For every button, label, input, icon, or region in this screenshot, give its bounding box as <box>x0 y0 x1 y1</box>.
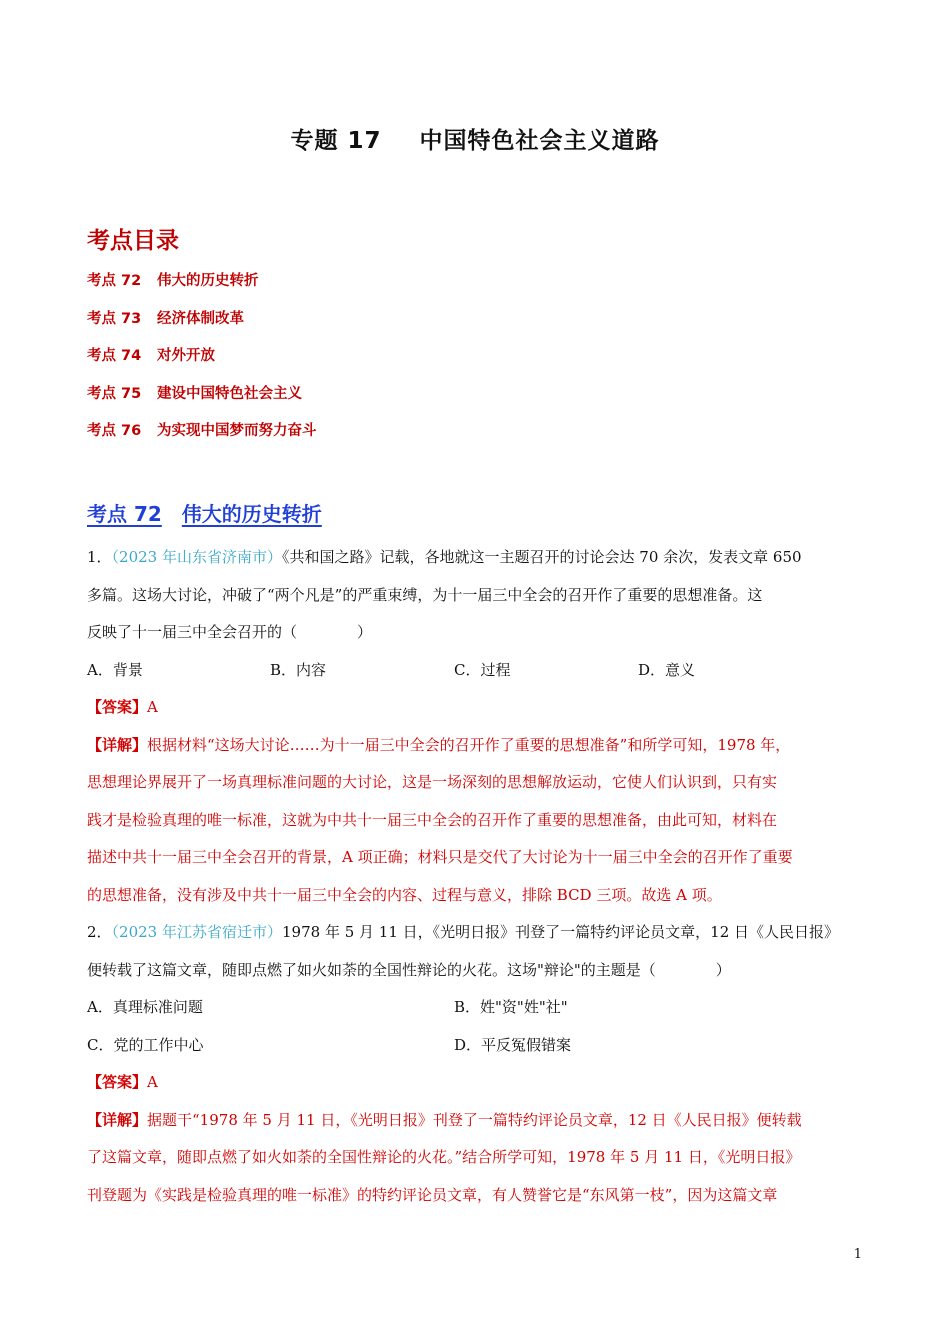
table-of-contents <box>87 268 317 456</box>
title-text: 中国特色社会主义道路 <box>419 128 660 154</box>
option-c[interactable]: C．党的工作中心 <box>87 1035 204 1054</box>
question-2-options <box>87 989 864 1027</box>
page-title <box>0 122 950 155</box>
detail-line: 的思想准备，没有涉及中共十一届三中全会的内容、过程与意义，排除 BCD 三项。故选 A 项。 <box>87 885 722 904</box>
detail-line: 思想理论界展开了一场真理标准问题的大讨论，这是一场深刻的思想解放运动，它使人们认识到，只有实 <box>87 773 778 791</box>
toc-item-label: 建设中国特色社会主义 <box>157 385 302 402</box>
toc-item-72[interactable] <box>87 268 317 306</box>
detail-text: 根据材料“这场大讨论……为十一届三中全会的召开作了重要的思想准备”和所学可知，1978 年， <box>147 735 791 754</box>
option-a[interactable]: A．背景 <box>87 660 143 679</box>
answer-line <box>87 689 864 727</box>
detail-text: 据题干“1978 年 5 月 11 日，《光明日报》刊登了一篇特约评论员文章，12 日《人民日报》便转载 <box>147 1110 802 1129</box>
question-source: （2023 年江苏省宿迁市） <box>111 923 282 941</box>
section-number: 考点 72 <box>87 502 162 526</box>
question-1-line: 反映了十一届三中全会召开的（ ） <box>87 623 373 641</box>
option-c[interactable]: C．过程 <box>454 660 511 679</box>
detail-line <box>87 727 864 765</box>
detail-tag: 【详解】 <box>87 1110 148 1129</box>
toc-item-label: 伟大的历史转折 <box>157 273 259 289</box>
question-number: 2． <box>87 923 112 941</box>
question-1 <box>87 539 864 1214</box>
question-text: 《共和国之路》记载，各地就这一主题召开的讨论会达 70 余次，发表文章 650 <box>282 548 802 566</box>
detail-line <box>87 1102 864 1140</box>
detail-line: 了这篇文章，随即点燃了如火如荼的全国性辩论的火花。”结合所学可知，1978 年 5 月 11 日，《光明日报》 <box>87 1148 801 1166</box>
title-number: 专题 17 <box>290 128 382 154</box>
detail-tag: 【详解】 <box>87 735 148 754</box>
toc-item-label: 对外开放 <box>157 348 215 364</box>
toc-item-number: 考点 73 <box>87 310 142 327</box>
toc-item-number: 考点 75 <box>87 385 142 402</box>
toc-item-75[interactable] <box>87 381 317 419</box>
question-2-line: 便转载了这篇文章，随即点燃了如火如荼的全国性辩论的火花。这场"辩论"的主题是（ ） <box>87 960 731 979</box>
option-a[interactable]: A．真理标准问题 <box>87 998 203 1016</box>
section-heading <box>87 498 322 527</box>
question-2-options <box>87 1027 864 1065</box>
option-d[interactable]: D．意义 <box>638 660 696 679</box>
toc-item-73[interactable] <box>87 306 317 344</box>
section-label: 伟大的历史转折 <box>181 502 322 526</box>
toc-heading: 考点目录 <box>87 228 179 254</box>
question-number: 1． <box>87 548 112 566</box>
answer-tag: 【答案】 <box>87 1073 148 1091</box>
toc-item-label: 为实现中国梦而努力奋斗 <box>157 423 317 439</box>
question-1-line <box>87 539 864 577</box>
detail-line: 践才是检验真理的唯一标准，这就为中共十一届三中全会的召开作了重要的思想准备，由此可知，材料在 <box>87 810 778 829</box>
question-1-options <box>87 652 864 690</box>
option-b[interactable]: B．姓"资"姓"社" <box>454 998 568 1016</box>
question-source: （2023 年山东省济南市） <box>111 548 282 566</box>
answer-value: A <box>147 698 158 716</box>
toc-item-number: 考点 74 <box>87 348 142 364</box>
answer-line <box>87 1064 864 1102</box>
detail-line: 描述中共十一届三中全会召开的背景，A 项正确；材料只是交代了大讨论为十一届三中全会的召开作了重要 <box>87 848 793 866</box>
option-d[interactable]: D．平反冤假错案 <box>454 1035 572 1054</box>
toc-item-number: 考点 76 <box>87 423 142 439</box>
question-2-line <box>87 914 864 952</box>
answer-value: A <box>147 1073 158 1091</box>
option-b[interactable]: B．内容 <box>270 660 327 679</box>
detail-line: 刊登题为《实践是检验真理的唯一标准》的特约评论员文章，有人赞誉它是“东风第一枝”，因为这篇文章 <box>87 1185 778 1204</box>
toc-item-label: 经济体制改革 <box>157 310 244 327</box>
question-1-line: 多篇。这场大讨论，冲破了“两个凡是”的严重束缚，为十一届三中全会的召开作了重要的思想准备。这 <box>87 585 763 604</box>
toc-item-76[interactable] <box>87 418 317 456</box>
toc-item-74[interactable] <box>87 343 317 381</box>
page-number: 1 <box>853 1247 862 1262</box>
question-text: 1978 年 5 月 11 日，《光明日报》刊登了一篇特约评论员文章，12 日《人民日报》 <box>282 923 840 941</box>
answer-tag: 【答案】 <box>87 698 148 716</box>
toc-item-number: 考点 72 <box>87 273 142 289</box>
